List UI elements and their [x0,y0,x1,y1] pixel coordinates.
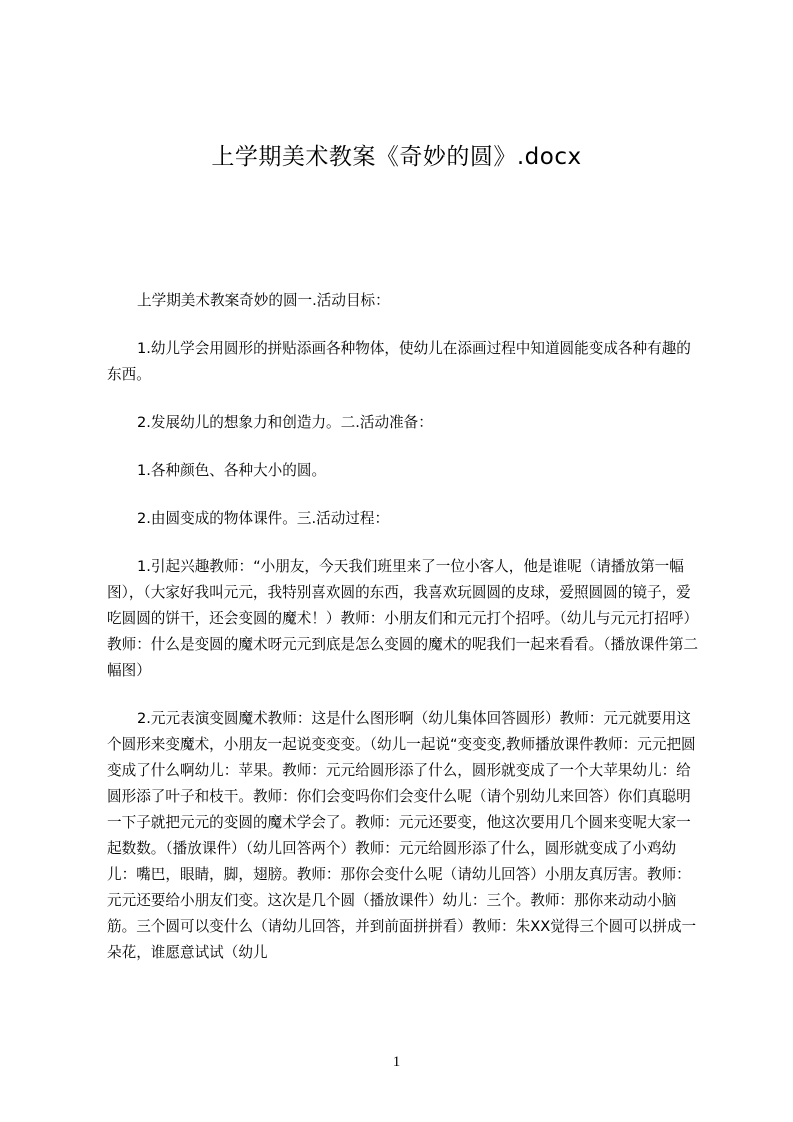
document-body [107,288,702,961]
paragraph-intro: 上学期美术教案奇妙的圆一.活动目标： [137,292,390,309]
paragraph-process-1: 1.引起兴趣教师：“小朋友，今天我们班里来了一位小客人，他是谁呢（请播放第一幅图），（大家好我叫元元，我特别喜欢圆的东西，我喜欢玩圆圆的皮球，爱照圆圆的镜子，爱吃圆圆的饼干，还会变圆的魔术！）教师：小朋友们和元元打个招呼。（幼儿与元元打招呼）教师：什么是变圆的魔术呀元元到底是怎么变圆的魔术的呢我们一起来看看。（播放课件第二幅图） [107,558,699,679]
paragraph-goal-2: 2.发展幼儿的想象力和创造力。二.活动准备： [137,414,433,431]
paragraph-prep-1: 1.各种颜色、各种大小的圆。 [137,462,327,479]
paragraph-goal-1: 1.幼儿学会用圆形的拼贴添画各种物体，使幼儿在添画过程中知道圆能变成各种有趣的东西。 [107,340,691,383]
page-number: 1 [392,1054,401,1070]
paragraph-process-2: 2.元元表演变圆魔术教师：这是什么图形啊（幼儿集体回答圆形）教师：元元就要用这个圆形来变魔术，小朋友一起说变变变。（幼儿一起说“变变变,教师播放课件教师：元元把圆变成了什么啊幼儿：苹果。教师：元元给圆形添了什么，圆形就变成了一个大苹果幼儿：给圆形添了叶子和枝干。教师：你们会变吗你们会变什么呢（请个别幼儿来回答）你们真聪明一下子就把元元的变圆的魔术学会了。教师：元元还要变，他这次要用几个圆来变呢大家一起数数。（播放课件）（幼儿回答两个）教师：元元给圆形添了什么，圆形就变成了小鸡幼儿：嘴巴，眼睛，脚，翅膀。教师：那你会变什么呢（请幼儿回答）小朋友真厉害。教师：元元还要给小朋友们变。这次是几个圆（播放课件）幼儿：三个。教师：那你来动动小脑筋。三个圆可以变什么（请幼儿回答，并到前面拼拼看）教师：朱XX觉得三个圆可以拼成一朵花，谁愿意试试（幼儿 [107,710,697,961]
paragraph-prep-2: 2.由圆变成的物体课件。三.活动过程： [137,510,390,527]
document-title: 上学期美术教案《奇妙的圆》.docx [211,144,582,170]
